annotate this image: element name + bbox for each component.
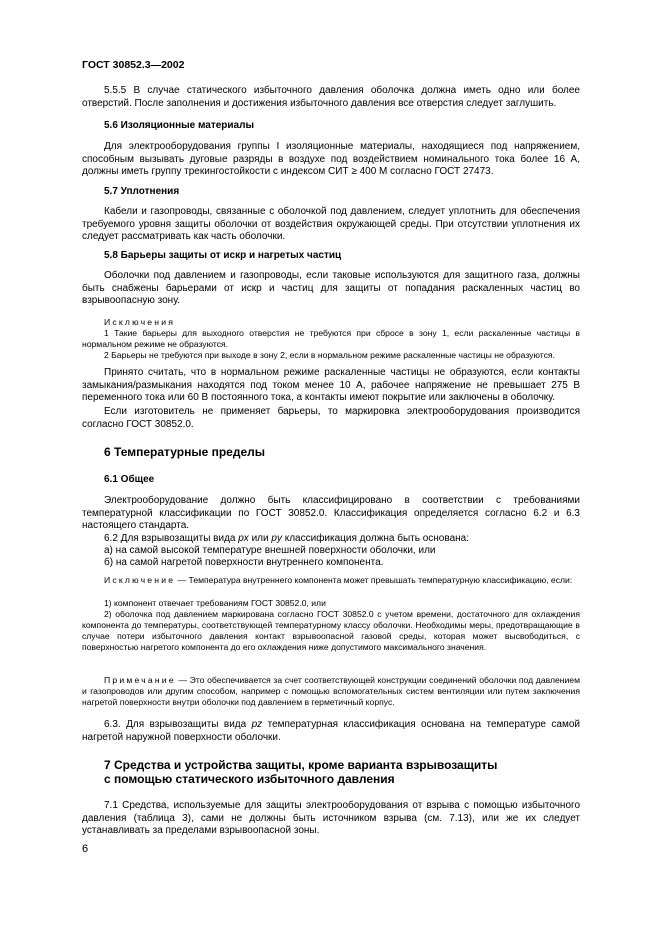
paragraph-5-6: Для электрооборудования группы I изоляционные материалы, находящиеся под напряжением, способным вызывать дуговые разряды в воздухе под воздействием номинального тока более 16 А, должны иметь группу трекингостойкости с индексом СИТ ≥ 400 М согласно ГОСТ 27473. <box>82 141 580 178</box>
paragraph-5-8-marking: Если изготовитель не применяет барьеры, то маркировка электрооборудования производится согласно ГОСТ 30852.0. <box>82 406 580 430</box>
heading-5-8: 5.8 Барьеры защиты от искр и нагретых частиц <box>104 250 342 261</box>
exception-item-1: 1) компонент отвечает требованиям ГОСТ 30852.0, или <box>104 598 326 608</box>
paragraph-5-8-continued: Принято считать, что в нормальном режиме раскаленные частицы не образуются, если контакты замыкания/размыкания находятся под током менее 10 А, рабочее напряжение не превышает 275 В переменного тока или 60 В постоянного тока, а контакты имеют покрытие или заключены в оболочку. <box>82 367 580 404</box>
paragraph-5-8: Оболочки под давлением и газопроводы, если таковые используются для защитного газа, должны быть снабжены барьерами от искр и частиц для защиты от попадания раскаленных частиц во взрывоопасную зону. <box>82 270 580 307</box>
remark-note: Примечание — Это обеспечивается за счет соответствующей конструкции соединений оболочки под давлением и газопроводов или другим способом, например с помощью вспомогательных систем вентиляции или путем заключения нагретой поверхности внутри оболочки под давлением в герметичный корпус. <box>82 675 580 707</box>
heading-section-6: 6 Температурные пределы <box>104 445 265 459</box>
paragraph-5-7: Кабели и газопроводы, связанные с оболочкой под давлением, следует уплотнить для обеспечения требуемого уровня защиты оболочки от воздействия окружающей среды. При отсутствии уплотнения их следует рассматривать как часть оболочки. <box>82 206 580 243</box>
paragraph-6-2: 6.2 Для взрывозащиты вида px или py классификация должна быть основана: <box>104 533 469 544</box>
paragraph-5-5-5: 5.5.5 В случае статического избыточного давления оболочка должна иметь одно или более отверстий. После заполнения и достижения избыточного давления все отверстия следует заглушить. <box>82 85 580 109</box>
exception-item-2: 2) оболочка под давлением маркирована согласно ГОСТ 30852.0 с учетом времени, достаточного для охлаждения компонента до температуры, соответствующей температурному классу оболочки. Необходимы меры, предотвращающие в случае потери избыточного давления контакт взрывоопасной газовой среды, которая может высвободиться, с поверхностью нагретого компонента до его охлаждения ниже допустимого максимального значения. <box>82 609 580 652</box>
exception-note-2: 2 Барьеры не требуются при выходе в зону 2, если в нормальном режиме раскаленные частицы не образуются. <box>104 350 555 360</box>
list-item-b: б) на самой нагретой поверхности внутреннего компонента. <box>104 557 384 568</box>
heading-6-1: 6.1 Общее <box>104 474 155 485</box>
paragraph-7-1: 7.1 Средства, используемые для защиты электрооборудования от взрыва с помощью избыточного давления (таблица 3), сами не должны быть источником взрыва (см. 7.13), или же их следует устанавливать за пределами взрывоопасной зоны. <box>82 800 580 837</box>
heading-5-6: 5.6 Изоляционные материалы <box>104 120 254 131</box>
heading-5-7: 5.7 Уплотнения <box>104 186 180 197</box>
paragraph-6-1: Электрооборудование должно быть классифицировано в соответствии с требованиями температурной классификации по ГОСТ 30852.0. Классификация определяется согласно 6.2 и 6.3 настоящего стандарта. <box>82 495 580 532</box>
list-item-a: а) на самой высокой температуре внешней поверхности оболочки, или <box>104 545 436 556</box>
heading-section-7: 7 Средства и устройства защиты, кроме варианта взрывозащиты с помощью статического избыточного давления <box>104 758 498 786</box>
page-number: 6 <box>82 843 89 855</box>
exception-note-1: 1 Такие барьеры для выходного отверстия не требуются при сбросе в зону 1, если раскаленные частицы в нормальном режиме не образуются. <box>82 328 580 349</box>
document-header: ГОСТ 30852.3—2002 <box>82 59 185 71</box>
exception-6-2: Исключение — Температура внутреннего компонента может превышать температурную классификацию, если: <box>104 575 573 585</box>
exceptions-label: Исключения <box>104 317 176 327</box>
paragraph-6-3: 6.3. Для взрывозащиты вида pz температурная классификация основана на температуре самой нагретой наружной поверхности оболочки. <box>82 719 580 743</box>
